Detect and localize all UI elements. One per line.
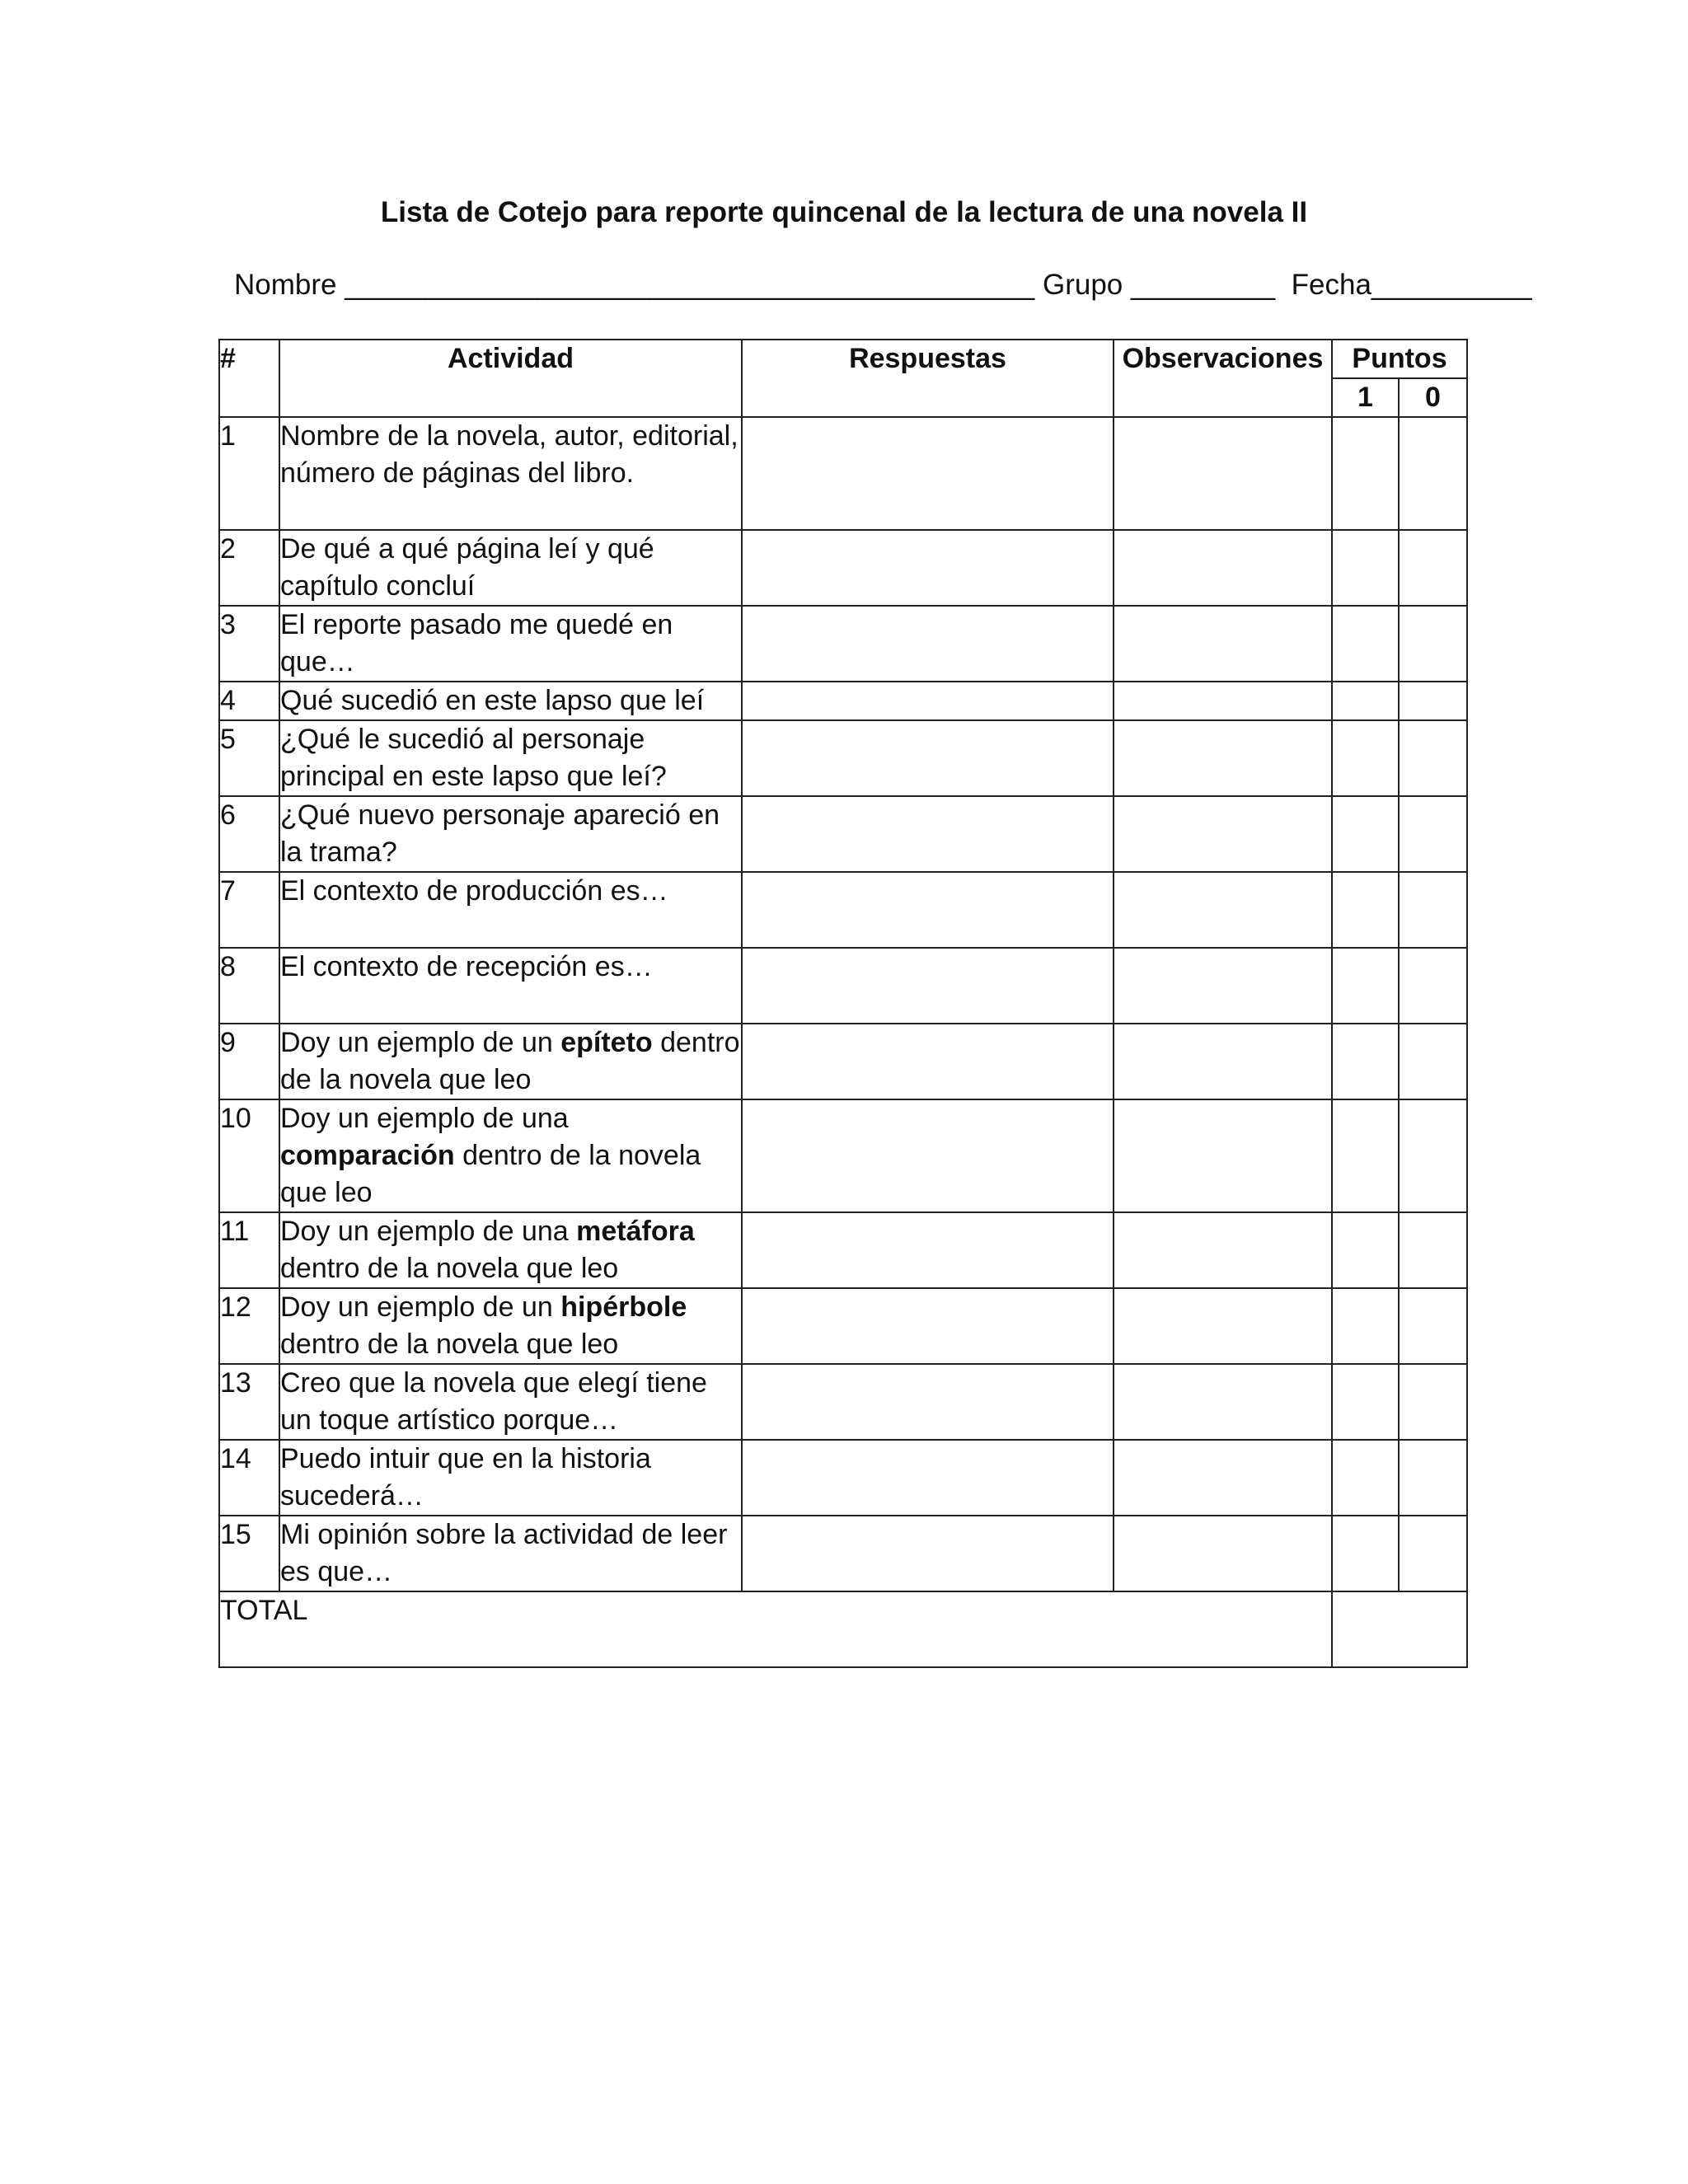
points-0-cell[interactable] — [1399, 720, 1467, 796]
observation-cell[interactable] — [1114, 1440, 1332, 1516]
header-actividad: Actividad — [279, 340, 742, 417]
table-row — [219, 1440, 1467, 1516]
points-0-cell[interactable] — [1399, 606, 1467, 682]
table-row — [219, 1364, 1467, 1440]
fecha-line: __________ — [1371, 269, 1532, 301]
activity-text-end: dentro de la novela que leo — [280, 1027, 740, 1095]
table-row — [219, 682, 1467, 720]
row-number: 15 — [219, 1516, 279, 1591]
answer-cell[interactable] — [742, 682, 1114, 720]
row-number: 13 — [219, 1364, 279, 1440]
points-1-cell[interactable] — [1332, 1212, 1399, 1288]
table-row — [219, 1516, 1467, 1591]
activity-keyword: epíteto — [560, 1027, 653, 1058]
answer-cell[interactable] — [742, 1099, 1114, 1212]
points-1-cell[interactable] — [1332, 606, 1399, 682]
nombre-label: Nombre — [234, 269, 337, 301]
points-0-cell[interactable] — [1399, 1364, 1467, 1440]
activity-text: El contexto de producción es… — [280, 875, 668, 907]
observation-cell[interactable] — [1114, 720, 1332, 796]
table-row — [219, 1099, 1467, 1212]
points-0-cell[interactable] — [1399, 948, 1467, 1024]
observation-cell[interactable] — [1114, 796, 1332, 872]
activity-text: Puedo intuir que en la historia sucederá… — [280, 1443, 651, 1511]
answer-cell[interactable] — [742, 872, 1114, 948]
row-number: 8 — [219, 948, 279, 1024]
nombre-line: ___________________________________________ — [345, 269, 1035, 301]
points-1-cell[interactable] — [1332, 682, 1399, 720]
activity-cell — [279, 1516, 742, 1591]
activity-cell — [279, 720, 742, 796]
answer-cell[interactable] — [742, 720, 1114, 796]
points-1-cell[interactable] — [1332, 796, 1399, 872]
activity-cell — [279, 530, 742, 606]
activity-text: ¿Qué le sucedió al personaje principal en este lapso que leí? — [280, 724, 667, 792]
observation-cell[interactable] — [1114, 872, 1332, 948]
activity-keyword: hipérbole — [560, 1291, 687, 1323]
observation-cell[interactable] — [1114, 530, 1332, 606]
answer-cell[interactable] — [742, 1440, 1114, 1516]
activity-cell — [279, 606, 742, 682]
answer-cell[interactable] — [742, 796, 1114, 872]
activity-text: Qué sucedió en este lapso que leí — [280, 685, 705, 716]
row-number: 4 — [219, 682, 279, 720]
activity-text: Doy un ejemplo de una — [280, 1103, 569, 1134]
activity-text-end: dentro de la novela que leo — [280, 1329, 619, 1360]
activity-cell — [279, 417, 742, 530]
table-row — [219, 796, 1467, 872]
answer-cell[interactable] — [742, 530, 1114, 606]
points-1-cell[interactable] — [1332, 1099, 1399, 1212]
table-row — [219, 1288, 1467, 1364]
points-1-cell[interactable] — [1332, 720, 1399, 796]
answer-cell[interactable] — [742, 417, 1114, 530]
activity-text: Mi opinión sobre la actividad de leer es que… — [280, 1519, 728, 1587]
activity-cell — [279, 1440, 742, 1516]
document-title: Lista de Cotejo para reporte quincenal de la lectura de una novela II — [380, 196, 1308, 228]
total-points-cell[interactable] — [1332, 1591, 1467, 1667]
points-1-cell[interactable] — [1332, 417, 1399, 530]
activity-text: Doy un ejemplo de un — [280, 1291, 561, 1323]
activity-cell — [279, 1364, 742, 1440]
table-row — [219, 1024, 1467, 1099]
answer-cell[interactable] — [742, 1024, 1114, 1099]
row-number: 14 — [219, 1440, 279, 1516]
header-puntos: Puntos — [1332, 340, 1467, 378]
points-1-cell[interactable] — [1332, 530, 1399, 606]
points-1-cell[interactable] — [1332, 1516, 1399, 1591]
activity-keyword: metáfora — [576, 1216, 695, 1247]
checklist-table — [218, 339, 1468, 1668]
points-1-cell[interactable] — [1332, 1440, 1399, 1516]
header-num: # — [219, 340, 279, 417]
points-0-cell[interactable] — [1399, 1099, 1467, 1212]
points-1-cell[interactable] — [1332, 872, 1399, 948]
row-number: 12 — [219, 1288, 279, 1364]
points-1-cell[interactable] — [1332, 1024, 1399, 1099]
header-observaciones: Observaciones — [1114, 340, 1332, 417]
points-1-cell[interactable] — [1332, 948, 1399, 1024]
row-number: 2 — [219, 530, 279, 606]
answer-cell[interactable] — [742, 606, 1114, 682]
activity-cell — [279, 682, 742, 720]
observation-cell[interactable] — [1114, 1212, 1332, 1288]
points-0-cell[interactable] — [1399, 1440, 1467, 1516]
observation-cell[interactable] — [1114, 682, 1332, 720]
row-number: 1 — [219, 417, 279, 530]
observation-cell[interactable] — [1114, 417, 1332, 530]
table-row — [219, 948, 1467, 1024]
observation-cell[interactable] — [1114, 1516, 1332, 1591]
points-0-cell[interactable] — [1399, 530, 1467, 606]
grupo-line: _________ — [1130, 269, 1276, 301]
points-0-cell[interactable] — [1399, 1516, 1467, 1591]
activity-text: Doy un ejemplo de un — [280, 1027, 561, 1058]
row-number: 9 — [219, 1024, 279, 1099]
observation-cell[interactable] — [1114, 1099, 1332, 1212]
header-fields — [234, 269, 1532, 302]
points-0-cell[interactable] — [1399, 682, 1467, 720]
row-number: 10 — [219, 1099, 279, 1212]
activity-cell — [279, 872, 742, 948]
activity-text: Nombre de la novela, autor, editorial, número de páginas del libro. — [280, 420, 738, 489]
observation-cell[interactable] — [1114, 1364, 1332, 1440]
total-label: TOTAL — [219, 1591, 1332, 1667]
row-number: 7 — [219, 872, 279, 948]
table-row — [219, 1212, 1467, 1288]
points-0-cell[interactable] — [1399, 1024, 1467, 1099]
observation-cell[interactable] — [1114, 606, 1332, 682]
activity-text: El contexto de recepción es… — [280, 951, 653, 982]
observation-cell[interactable] — [1114, 1288, 1332, 1364]
points-0-cell[interactable] — [1399, 417, 1467, 530]
table-row — [219, 720, 1467, 796]
answer-cell[interactable] — [742, 1516, 1114, 1591]
fecha-label: Fecha — [1291, 269, 1372, 301]
activity-text: Creo que la novela que elegí tiene un toque artístico porque… — [280, 1367, 707, 1436]
table-row — [219, 872, 1467, 948]
table-row — [219, 417, 1467, 530]
grupo-label: Grupo — [1042, 269, 1123, 301]
points-0-cell[interactable] — [1399, 1288, 1467, 1364]
header-puntos-0: 0 — [1399, 378, 1467, 417]
row-number: 5 — [219, 720, 279, 796]
total-row — [219, 1591, 1467, 1667]
activity-cell — [279, 796, 742, 872]
points-0-cell[interactable] — [1399, 796, 1467, 872]
activity-cell — [279, 1024, 742, 1099]
answer-cell[interactable] — [742, 948, 1114, 1024]
points-0-cell[interactable] — [1399, 1212, 1467, 1288]
checklist-rows — [219, 417, 1467, 1591]
points-1-cell[interactable] — [1332, 1364, 1399, 1440]
table-row — [219, 530, 1467, 606]
activity-text: Doy un ejemplo de una — [280, 1216, 577, 1247]
answer-cell[interactable] — [742, 1364, 1114, 1440]
points-0-cell[interactable] — [1399, 872, 1467, 948]
header-respuestas: Respuestas — [742, 340, 1114, 417]
activity-cell — [279, 1288, 742, 1364]
activity-text: De qué a qué página leí y qué capítulo concluí — [280, 533, 654, 602]
observation-cell[interactable] — [1114, 948, 1332, 1024]
activity-text-end: dentro de la novela que leo — [280, 1140, 701, 1208]
points-1-cell[interactable] — [1332, 1288, 1399, 1364]
activity-text: El reporte pasado me quedé en que… — [280, 609, 673, 677]
activity-text-end: dentro de la novela que leo — [280, 1253, 619, 1284]
activity-text: ¿Qué nuevo personaje apareció en la trama? — [280, 799, 720, 868]
header-puntos-1: 1 — [1332, 378, 1399, 417]
row-number: 6 — [219, 796, 279, 872]
table-row — [219, 606, 1467, 682]
answer-cell[interactable] — [742, 1212, 1114, 1288]
activity-cell — [279, 1099, 742, 1212]
observation-cell[interactable] — [1114, 1024, 1332, 1099]
answer-cell[interactable] — [742, 1288, 1114, 1364]
activity-keyword: comparación — [280, 1140, 455, 1171]
activity-cell — [279, 1212, 742, 1288]
activity-cell — [279, 948, 742, 1024]
row-number: 11 — [219, 1212, 279, 1288]
row-number: 3 — [219, 606, 279, 682]
